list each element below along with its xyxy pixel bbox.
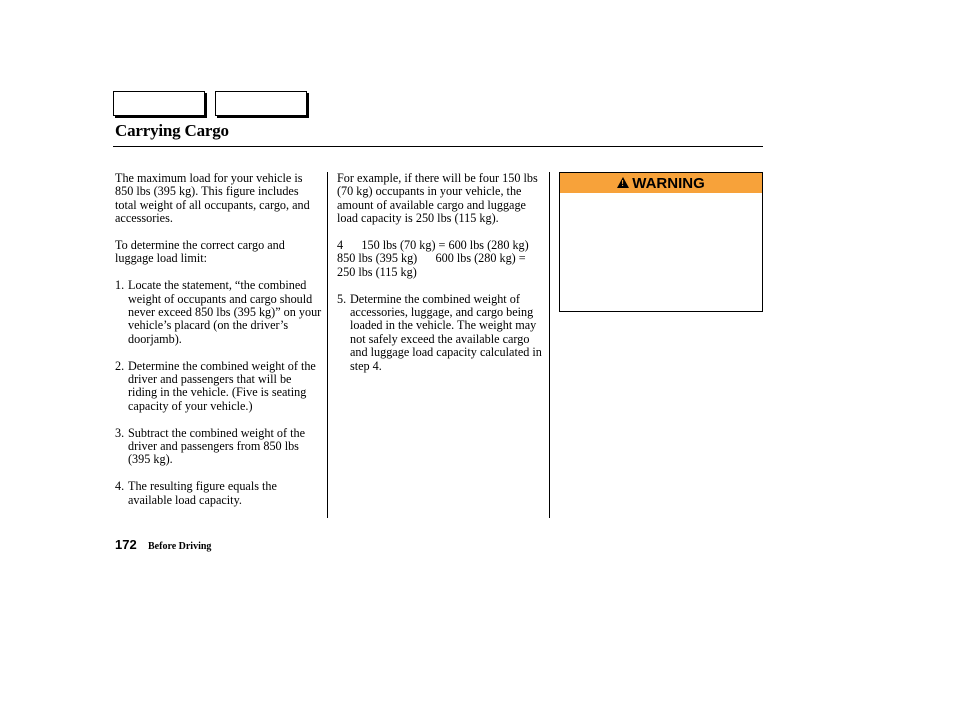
intro-paragraph: The maximum load for your vehicle is 850 lbs (395 kg). This figure includes total weight of all occupants, cargo, and accessories. [115,171,310,226]
warning-label: WARNING [632,174,705,192]
step-text: Determine the combined weight of the driver and passengers that will be riding in the vehicle. (Five is seating capacity of your vehicle.) [128,358,316,413]
step-5 [337,293,544,373]
warning-triangle-icon: ! [617,177,629,188]
page-number: 172 [115,537,137,552]
step-3 [115,427,322,467]
calculation-line-1: 4 150 lbs (70 kg) = 600 lbs (280 kg) [337,238,529,253]
step-1 [115,279,322,346]
warning-box [559,172,763,312]
nav-tab-box-1[interactable] [113,91,205,116]
step-text: Locate the statement, “the combined weight of occupants and cargo should never exceed 850 lbs (395 kg)” on your vehicle’s placard (on the driver’s doorjamb). [128,278,322,346]
step-number: 3. [115,425,125,440]
step-text: The resulting figure equals the available load capacity. [128,479,277,507]
step-2 [115,360,322,414]
title-divider [113,146,763,147]
step-number: 1. [115,278,125,293]
step-text: Subtract the combined weight of the driver and passengers from 850 lbs (395 kg). [128,425,306,467]
step-number: 4. [115,479,125,494]
page-title: Carrying Cargo [115,121,229,140]
column-1 [115,172,322,520]
warning-header [560,173,762,193]
column-divider-2 [549,172,550,518]
column-divider-1 [327,172,328,518]
step-text: Determine the combined weight of accessories, luggage, and cargo being loaded in the vehicle. The weight may not safely exceed the available cargo and luggage load capacity calculated in step 4. [350,291,542,373]
step-number: 2. [115,358,125,373]
step-4 [115,480,322,507]
column-2 [337,172,544,386]
nav-tab-box-2[interactable] [215,91,307,116]
section-name: Before Driving [148,541,212,552]
step-number: 5. [337,291,347,306]
determine-paragraph: To determine the correct cargo and luggage load limit: [115,238,285,266]
calculation-line-2: 850 lbs (395 kg) 600 lbs (280 kg) = 250 lbs (115 kg) [337,251,526,279]
example-paragraph: For example, if there will be four 150 lbs (70 kg) occupants in your vehicle, the amount of available cargo and luggage load capacity is 250 lbs (115 kg). [337,171,538,226]
